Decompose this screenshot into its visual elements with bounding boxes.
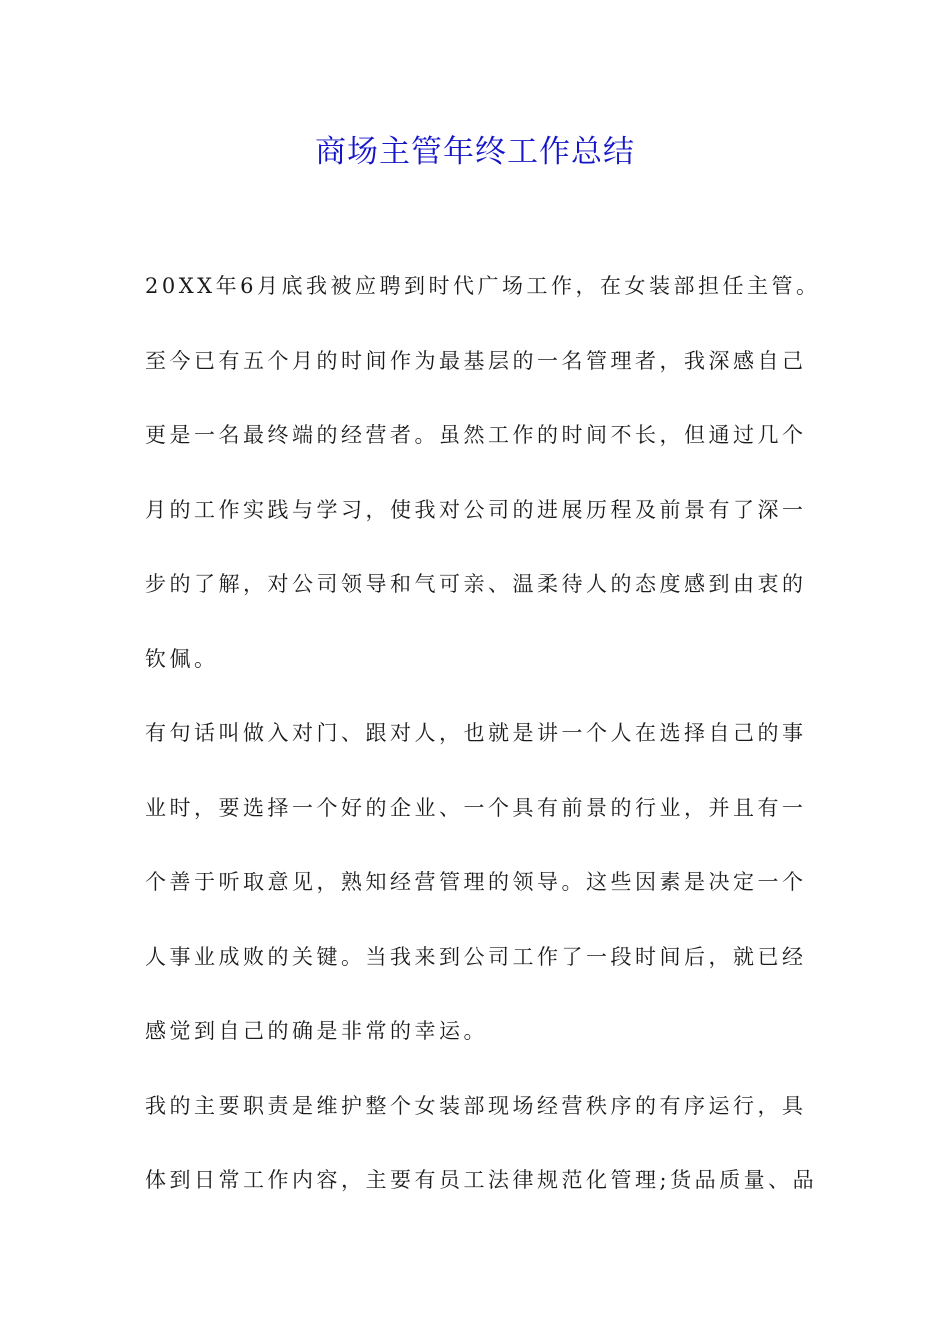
body-line: 人事业成败的关键。当我来到公司工作了一段时间后，就已经: [145, 944, 807, 969]
body-line: 个善于听取意见，熟知经营管理的领导。这些因素是决定一个: [145, 870, 807, 894]
body-line: 更是一名最终端的经营者。虽然工作的时间不长，但通过几个: [145, 423, 807, 447]
document-title: 商场主管年终工作总结: [315, 134, 635, 170]
document-body: [145, 262, 821, 1231]
body-line: 体到日常工作内容，主要有员工法律规范化管理;货品质量、品: [145, 1168, 818, 1192]
body-line: 月的工作实践与学习，使我对公司的进展历程及前景有了深一: [145, 497, 807, 522]
body-line: 业时，要选择一个好的企业、一个具有前景的行业，并且有一: [145, 795, 807, 820]
body-line: 20XX年6月底我被应聘到时代广场工作，在女装部担任主管。: [145, 274, 821, 298]
body-line: 步的了解，对公司领导和气可亲、温柔待人的态度感到由衷的: [145, 572, 807, 596]
body-line: 至今已有五个月的时间作为最基层的一名管理者，我深感自己: [145, 348, 807, 373]
body-line: 钦佩。: [145, 646, 219, 671]
body-line: 有句话叫做入对门、跟对人，也就是讲一个人在选择自己的事: [145, 721, 807, 745]
body-line: 感觉到自己的确是非常的幸运。: [145, 1019, 488, 1043]
body-line: 我的主要职责是维护整个女装部现场经营秩序的有序运行，具: [145, 1093, 807, 1118]
